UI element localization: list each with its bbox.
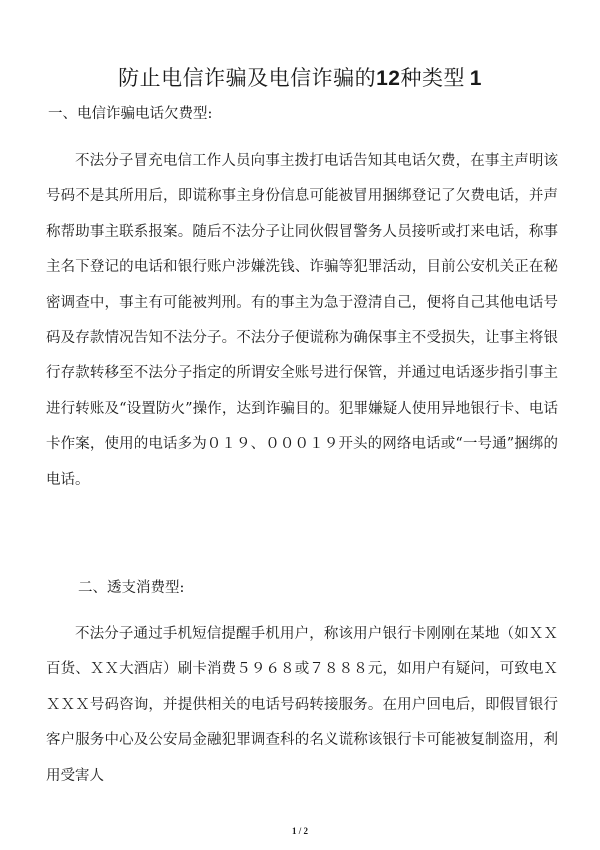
title-text: 防止电信诈骗及电信诈骗的 xyxy=(118,66,377,90)
section-1-body: 不法分子冒充电信工作人员向事主拨打电话告知其电话欠费，在事主声明该号码不是其所用后，即谎称事主身份信息可能被冒用捆绑登记了欠费电话，并声称帮助事主联系报案。随后不法分子让同伙假冒警务人员接听或打来电话，称事主名下登记的电话和银行账户涉嫌洗钱、诈骗等犯罪活动，目前公安机关正在秘密调查中，事主有可能被判刑。有的事主为急于澄清自己，便将自己其他电话号码及存款情况告知不法分子。不法分子便谎称为确保事主不受损失，让事主将银行存款转移至不法分子指定的所谓安全账号进行保管，并通过电话逐步指引事主进行转账及“设置防火”操作，达到诈骗目的。犯罪嫌疑人使用异地银行卡、电话卡作案，使用的电话多为０１９、０００１９开头的网络电话或“一号通”捆绑的电话。 xyxy=(46,153,558,488)
title-number: 12 xyxy=(376,67,401,90)
title-index: 1 xyxy=(469,67,482,90)
section-2-body: 不法分子通过手机短信提醒手机用户，称该用户银行卡刚刚在某地（如ＸＸ百货、ＸＸ大酒店）刷卡消费５９６８或７８８８元，如用户有疑问，可致电ＸＸＸＸ号码咨询，并提供相关的电话号码转接服务。在用户回电后，即假冒银行客户服务中心及公安局金融犯罪调查科的名义谎称该银行卡可能被复制盗用，利用受害人 xyxy=(46,626,558,784)
document-title xyxy=(0,62,600,92)
title-suffix: 种类型 xyxy=(400,66,465,90)
section-1-heading: 一、电信诈骗电话欠费型: xyxy=(48,106,213,122)
section-2-heading: 二、透支消费型: xyxy=(78,580,185,596)
page-indicator: 1 / 2 xyxy=(291,826,308,836)
